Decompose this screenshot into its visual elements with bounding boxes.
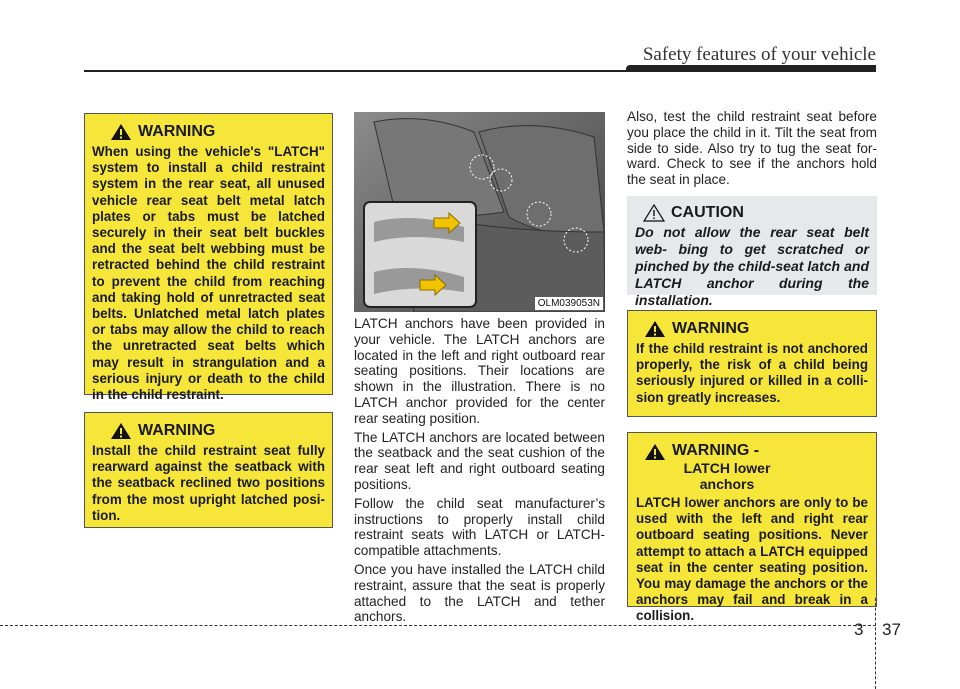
paragraph: The LATCH anchors are located between the seatback and the seat cushion of the rear seat left and right outboard seating positions.	[354, 429, 605, 492]
caution-box	[627, 196, 877, 308]
warning-box-latch-system	[84, 113, 333, 403]
right-column-text	[627, 109, 877, 191]
running-header: Safety features of your vehicle	[642, 44, 876, 65]
warning-title: WARNING	[138, 123, 216, 140]
paragraph: Follow the child seat manufacturer’s instructions to properly install child restraint seats with LATCH or LATCH- compatible attachments.	[354, 495, 605, 559]
warning-box-rearward	[84, 412, 333, 528]
figure-label: OLM039053N	[535, 297, 603, 310]
latch-anchor-illustration	[354, 112, 605, 312]
warning-title: WARNING	[672, 320, 750, 337]
warning-body: Install the child restraint seat fully rearward against the seatback with the seatback reclined two positions from the most upright latched posi- tion.	[92, 443, 325, 523]
warning-body: LATCH lower anchors are only to be used with the left and right rear outboard seating positions. Never attempt to attach a LATCH equipped seat in the center seating position. You may damage the anchors or the anchors may fail and break in a collision.	[636, 495, 868, 624]
rear-seat-illustration	[354, 112, 605, 312]
footer-rule	[0, 625, 876, 626]
warning-body: When using the vehicle's "LATCH" system to install a child restraint system in the rear seat, all unused vehicle rear seat belt metal latch plates or tabs must be latched securely in their seat belt buckles and the seat belt webbing must be retracted behind the child restraint to prevent the child from reaching and taking hold of unretracted seat belts. Unlatched metal latch plates or tabs may allow the child to reach the unretracted seat belts which may result in strangulation and a serious injury or death to the child in the child restraint.	[92, 144, 325, 403]
warning-box-anchor-properly	[627, 310, 877, 417]
warning-triangle-icon	[110, 422, 132, 440]
warning-triangle-icon	[644, 320, 666, 338]
warning-triangle-icon	[644, 443, 666, 461]
caution-body: Do not allow the rear seat belt web- bing to get scratched or pinched by the child-seat latch and LATCH anchor during the installation.	[635, 224, 869, 308]
page-number-divider	[875, 598, 876, 689]
warning-subtitle: LATCH lower anchors	[683, 460, 771, 492]
middle-column-text	[354, 316, 605, 628]
paragraph: LATCH anchors have been provided in your vehicle. The LATCH anchors are located in the left and right outboard rear seating positions. Their locations are shown in the illustration. There is no LATCH anchor provided for the center rear seating position.	[354, 316, 605, 426]
paragraph: Once you have installed the LATCH child restraint, assure that the seat is properly attached to the LATCH and tether anchors.	[354, 561, 605, 625]
warning-body: If the child restraint is not anchored properly, the risk of a child being seriously injured or killed in a colli- sion greatly increases.	[636, 341, 868, 405]
caution-triangle-icon	[643, 204, 665, 222]
header-rule	[84, 70, 876, 72]
warning-triangle-icon	[110, 123, 132, 141]
warning-title: WARNING -	[672, 442, 760, 459]
paragraph: Also, test the child restraint seat before you place the child in it. Tilt the seat from side to side. Also try to tug the seat for- ward. Check to see if the anchors hold the seat in place.	[627, 109, 877, 188]
caution-title: CAUTION	[671, 204, 744, 221]
warning-box-latch-lower-anchors	[627, 432, 877, 624]
page-number: 37	[882, 620, 901, 639]
chapter-number: 3	[854, 620, 864, 639]
warning-title: WARNING	[138, 422, 216, 439]
